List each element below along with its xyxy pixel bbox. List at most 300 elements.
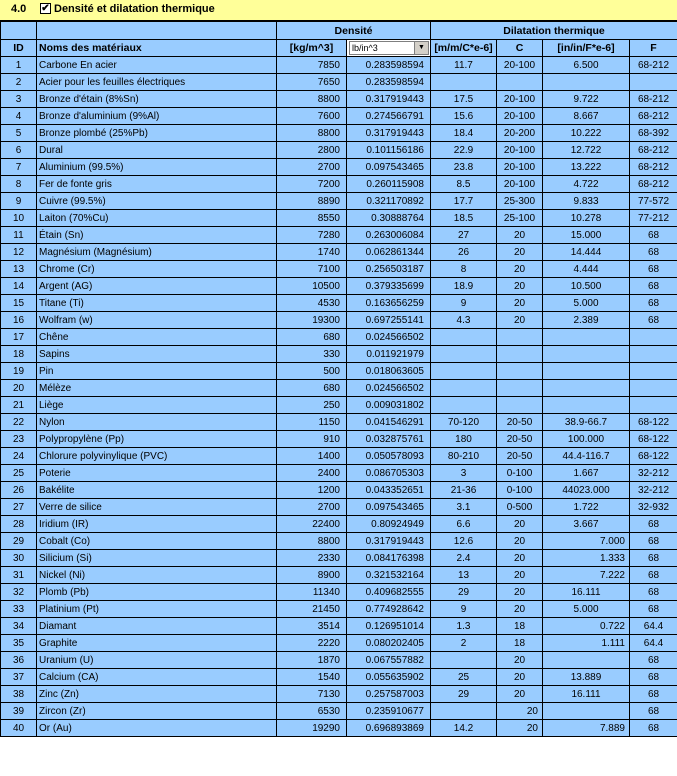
- cell-kgm3[interactable]: 4530: [277, 295, 347, 312]
- cell-c[interactable]: 20: [497, 686, 543, 703]
- cell-kgm3[interactable]: 7100: [277, 261, 347, 278]
- cell-name[interactable]: Iridium (IR): [37, 516, 277, 533]
- cell-mmc[interactable]: 180: [431, 431, 497, 448]
- cell-id[interactable]: 12: [1, 244, 37, 261]
- cell-kgm3[interactable]: 3514: [277, 618, 347, 635]
- cell-f[interactable]: 68: [630, 295, 677, 312]
- cell-f[interactable]: 68: [630, 720, 677, 737]
- cell-name[interactable]: Diamant: [37, 618, 277, 635]
- cell-mmc[interactable]: 9: [431, 601, 497, 618]
- cell-lbin3[interactable]: 0.024566502: [347, 380, 431, 397]
- cell-id[interactable]: 18: [1, 346, 37, 363]
- cell-kgm3[interactable]: 1400: [277, 448, 347, 465]
- cell-lbin3[interactable]: 0.317919443: [347, 533, 431, 550]
- cell-mmc[interactable]: 3: [431, 465, 497, 482]
- cell-name[interactable]: Aluminium (99.5%): [37, 159, 277, 176]
- cell-id[interactable]: 26: [1, 482, 37, 499]
- cell-name[interactable]: Plomb (Pb): [37, 584, 277, 601]
- cell-c[interactable]: 20: [497, 533, 543, 550]
- cell-c[interactable]: 20: [497, 669, 543, 686]
- cell-c[interactable]: [497, 74, 543, 91]
- cell-lbin3[interactable]: 0.086705303: [347, 465, 431, 482]
- cell-id[interactable]: 29: [1, 533, 37, 550]
- cell-inin[interactable]: 2.389: [543, 312, 630, 329]
- cell-c[interactable]: 25-300: [497, 193, 543, 210]
- cell-mmc[interactable]: 29: [431, 584, 497, 601]
- cell-name[interactable]: Dural: [37, 142, 277, 159]
- cell-mmc[interactable]: 13: [431, 567, 497, 584]
- cell-kgm3[interactable]: 7130: [277, 686, 347, 703]
- cell-c[interactable]: 20-50: [497, 431, 543, 448]
- cell-kgm3[interactable]: 2220: [277, 635, 347, 652]
- cell-kgm3[interactable]: 8800: [277, 91, 347, 108]
- cell-mmc[interactable]: 15.6: [431, 108, 497, 125]
- cell-inin[interactable]: 4.444: [543, 261, 630, 278]
- cell-kgm3[interactable]: 1200: [277, 482, 347, 499]
- cell-f[interactable]: 77-212: [630, 210, 677, 227]
- cell-name[interactable]: Sapins: [37, 346, 277, 363]
- cell-lbin3[interactable]: 0.080202405: [347, 635, 431, 652]
- cell-kgm3[interactable]: 2700: [277, 499, 347, 516]
- cell-inin[interactable]: 10.222: [543, 125, 630, 142]
- cell-name[interactable]: Étain (Sn): [37, 227, 277, 244]
- cell-mmc[interactable]: 17.5: [431, 91, 497, 108]
- cell-f[interactable]: 68: [630, 686, 677, 703]
- cell-name[interactable]: Graphite: [37, 635, 277, 652]
- cell-name[interactable]: Bronze plombé (25%Pb): [37, 125, 277, 142]
- cell-kgm3[interactable]: 1540: [277, 669, 347, 686]
- cell-c[interactable]: 20: [497, 516, 543, 533]
- unit-select[interactable]: [349, 41, 429, 55]
- cell-f[interactable]: [630, 397, 677, 414]
- cell-mmc[interactable]: 17.7: [431, 193, 497, 210]
- cell-mmc[interactable]: 14.2: [431, 720, 497, 737]
- cell-name[interactable]: Silicium (Si): [37, 550, 277, 567]
- cell-inin[interactable]: 9.722: [543, 91, 630, 108]
- cell-f[interactable]: [630, 74, 677, 91]
- cell-lbin3[interactable]: 0.041546291: [347, 414, 431, 431]
- cell-c[interactable]: 20: [497, 227, 543, 244]
- cell-id[interactable]: 37: [1, 669, 37, 686]
- cell-c[interactable]: 20-200: [497, 125, 543, 142]
- cell-lbin3[interactable]: 0.317919443: [347, 125, 431, 142]
- cell-f[interactable]: 68: [630, 533, 677, 550]
- cell-name[interactable]: Chrome (Cr): [37, 261, 277, 278]
- cell-mmc[interactable]: 12.6: [431, 533, 497, 550]
- cell-inin[interactable]: 1.667: [543, 465, 630, 482]
- cell-name[interactable]: Bronze d'aluminium (9%Al): [37, 108, 277, 125]
- cell-c[interactable]: 20: [497, 703, 543, 720]
- cell-kgm3[interactable]: 10500: [277, 278, 347, 295]
- cell-lbin3[interactable]: 0.263006084: [347, 227, 431, 244]
- cell-mmc[interactable]: 8: [431, 261, 497, 278]
- cell-inin[interactable]: 13.222: [543, 159, 630, 176]
- cell-id[interactable]: 21: [1, 397, 37, 414]
- cell-lbin3[interactable]: 0.260115908: [347, 176, 431, 193]
- cell-name[interactable]: Platinium (Pt): [37, 601, 277, 618]
- cell-id[interactable]: 22: [1, 414, 37, 431]
- cell-inin[interactable]: 100.000: [543, 431, 630, 448]
- cell-inin[interactable]: 44.4-116.7: [543, 448, 630, 465]
- cell-f[interactable]: [630, 380, 677, 397]
- cell-inin[interactable]: 5.000: [543, 295, 630, 312]
- cell-inin[interactable]: 12.722: [543, 142, 630, 159]
- cell-f[interactable]: 68-212: [630, 108, 677, 125]
- cell-name[interactable]: Bronze d'étain (8%Sn): [37, 91, 277, 108]
- cell-lbin3[interactable]: 0.379335699: [347, 278, 431, 295]
- cell-name[interactable]: Argent (AG): [37, 278, 277, 295]
- cell-id[interactable]: 38: [1, 686, 37, 703]
- cell-kgm3[interactable]: 8900: [277, 567, 347, 584]
- cell-id[interactable]: 8: [1, 176, 37, 193]
- cell-lbin3[interactable]: 0.101156186: [347, 142, 431, 159]
- cell-id[interactable]: 27: [1, 499, 37, 516]
- cell-f[interactable]: 64.4: [630, 618, 677, 635]
- cell-f[interactable]: 68: [630, 669, 677, 686]
- cell-kgm3[interactable]: 19300: [277, 312, 347, 329]
- cell-inin[interactable]: 9.833: [543, 193, 630, 210]
- section-checkbox[interactable]: ✔: [41, 3, 50, 14]
- cell-name[interactable]: Chêne: [37, 329, 277, 346]
- cell-inin[interactable]: [543, 652, 630, 669]
- cell-lbin3[interactable]: 0.697255141: [347, 312, 431, 329]
- cell-name[interactable]: Acier pour les feuilles électriques: [37, 74, 277, 91]
- cell-f[interactable]: 68: [630, 601, 677, 618]
- cell-lbin3[interactable]: 0.235910677: [347, 703, 431, 720]
- cell-kgm3[interactable]: 910: [277, 431, 347, 448]
- cell-c[interactable]: 20-100: [497, 108, 543, 125]
- cell-lbin3[interactable]: 0.696893869: [347, 720, 431, 737]
- cell-f[interactable]: 68: [630, 261, 677, 278]
- cell-id[interactable]: 2: [1, 74, 37, 91]
- cell-name[interactable]: Cuivre (99.5%): [37, 193, 277, 210]
- cell-id[interactable]: 14: [1, 278, 37, 295]
- cell-id[interactable]: 32: [1, 584, 37, 601]
- cell-mmc[interactable]: 18.9: [431, 278, 497, 295]
- cell-id[interactable]: 17: [1, 329, 37, 346]
- cell-kgm3[interactable]: 500: [277, 363, 347, 380]
- cell-inin[interactable]: [543, 329, 630, 346]
- cell-id[interactable]: 10: [1, 210, 37, 227]
- cell-lbin3[interactable]: 0.317919443: [347, 91, 431, 108]
- cell-mmc[interactable]: 80-210: [431, 448, 497, 465]
- cell-kgm3[interactable]: 8800: [277, 125, 347, 142]
- cell-lbin3[interactable]: 0.097543465: [347, 499, 431, 516]
- cell-name[interactable]: Uranium (U): [37, 652, 277, 669]
- cell-inin[interactable]: 16.111: [543, 584, 630, 601]
- cell-mmc[interactable]: 1.3: [431, 618, 497, 635]
- cell-inin[interactable]: [543, 397, 630, 414]
- cell-mmc[interactable]: 9: [431, 295, 497, 312]
- cell-mmc[interactable]: [431, 363, 497, 380]
- cell-id[interactable]: 34: [1, 618, 37, 635]
- cell-id[interactable]: 1: [1, 57, 37, 74]
- cell-id[interactable]: 9: [1, 193, 37, 210]
- cell-id[interactable]: 15: [1, 295, 37, 312]
- cell-f[interactable]: 68: [630, 567, 677, 584]
- cell-inin[interactable]: 6.500: [543, 57, 630, 74]
- cell-id[interactable]: 39: [1, 703, 37, 720]
- cell-inin[interactable]: 7.000: [543, 533, 630, 550]
- cell-c[interactable]: 20: [497, 244, 543, 261]
- cell-lbin3[interactable]: 0.257587003: [347, 686, 431, 703]
- cell-lbin3[interactable]: 0.80924949: [347, 516, 431, 533]
- cell-kgm3[interactable]: 7600: [277, 108, 347, 125]
- cell-c[interactable]: 0-500: [497, 499, 543, 516]
- cell-f[interactable]: 68: [630, 550, 677, 567]
- cell-mmc[interactable]: 18.4: [431, 125, 497, 142]
- cell-mmc[interactable]: [431, 74, 497, 91]
- cell-kgm3[interactable]: 8800: [277, 533, 347, 550]
- cell-c[interactable]: 20-100: [497, 159, 543, 176]
- cell-inin[interactable]: 0.722: [543, 618, 630, 635]
- cell-kgm3[interactable]: 1870: [277, 652, 347, 669]
- cell-mmc[interactable]: 29: [431, 686, 497, 703]
- cell-inin[interactable]: 1.111: [543, 635, 630, 652]
- cell-c[interactable]: 0-100: [497, 482, 543, 499]
- cell-f[interactable]: [630, 363, 677, 380]
- cell-kgm3[interactable]: 7280: [277, 227, 347, 244]
- cell-c[interactable]: 20-100: [497, 176, 543, 193]
- cell-mmc[interactable]: 25: [431, 669, 497, 686]
- cell-mmc[interactable]: 4.3: [431, 312, 497, 329]
- cell-name[interactable]: Mélèze: [37, 380, 277, 397]
- cell-mmc[interactable]: 26: [431, 244, 497, 261]
- cell-f[interactable]: 68-392: [630, 125, 677, 142]
- cell-f[interactable]: 68: [630, 312, 677, 329]
- cell-lbin3[interactable]: 0.024566502: [347, 329, 431, 346]
- cell-f[interactable]: 68: [630, 244, 677, 261]
- cell-c[interactable]: 20: [497, 261, 543, 278]
- cell-id[interactable]: 28: [1, 516, 37, 533]
- cell-c[interactable]: 18: [497, 635, 543, 652]
- cell-kgm3[interactable]: 22400: [277, 516, 347, 533]
- cell-mmc[interactable]: 2: [431, 635, 497, 652]
- cell-inin[interactable]: 10.500: [543, 278, 630, 295]
- cell-f[interactable]: 68-122: [630, 414, 677, 431]
- cell-inin[interactable]: [543, 74, 630, 91]
- cell-id[interactable]: 23: [1, 431, 37, 448]
- cell-kgm3[interactable]: 2800: [277, 142, 347, 159]
- cell-id[interactable]: 30: [1, 550, 37, 567]
- cell-mmc[interactable]: 8.5: [431, 176, 497, 193]
- cell-inin[interactable]: [543, 380, 630, 397]
- cell-kgm3[interactable]: 1150: [277, 414, 347, 431]
- cell-mmc[interactable]: 6.6: [431, 516, 497, 533]
- cell-lbin3[interactable]: 0.009031802: [347, 397, 431, 414]
- cell-lbin3[interactable]: 0.126951014: [347, 618, 431, 635]
- cell-name[interactable]: Chlorure polyvinylique (PVC): [37, 448, 277, 465]
- cell-inin[interactable]: 10.278: [543, 210, 630, 227]
- cell-c[interactable]: [497, 346, 543, 363]
- cell-mmc[interactable]: 21-36: [431, 482, 497, 499]
- cell-kgm3[interactable]: 6530: [277, 703, 347, 720]
- cell-f[interactable]: 68-212: [630, 142, 677, 159]
- cell-lbin3[interactable]: 0.30888764: [347, 210, 431, 227]
- cell-f[interactable]: 68-212: [630, 57, 677, 74]
- cell-c[interactable]: [497, 397, 543, 414]
- cell-lbin3[interactable]: 0.409682555: [347, 584, 431, 601]
- cell-lbin3[interactable]: 0.274566791: [347, 108, 431, 125]
- cell-f[interactable]: 32-212: [630, 482, 677, 499]
- cell-inin[interactable]: 7.222: [543, 567, 630, 584]
- cell-mmc[interactable]: 11.7: [431, 57, 497, 74]
- cell-kgm3[interactable]: 7650: [277, 74, 347, 91]
- cell-id[interactable]: 20: [1, 380, 37, 397]
- cell-kgm3[interactable]: 250: [277, 397, 347, 414]
- cell-c[interactable]: 20-100: [497, 91, 543, 108]
- cell-f[interactable]: 64.4: [630, 635, 677, 652]
- cell-id[interactable]: 25: [1, 465, 37, 482]
- cell-id[interactable]: 5: [1, 125, 37, 142]
- cell-lbin3[interactable]: 0.062861344: [347, 244, 431, 261]
- cell-f[interactable]: 68: [630, 652, 677, 669]
- cell-inin[interactable]: [543, 363, 630, 380]
- cell-c[interactable]: 20: [497, 567, 543, 584]
- cell-mmc[interactable]: 70-120: [431, 414, 497, 431]
- cell-lbin3[interactable]: 0.050578093: [347, 448, 431, 465]
- cell-id[interactable]: 11: [1, 227, 37, 244]
- cell-f[interactable]: 68: [630, 227, 677, 244]
- cell-inin[interactable]: 15.000: [543, 227, 630, 244]
- cell-name[interactable]: Poterie: [37, 465, 277, 482]
- cell-name[interactable]: Nylon: [37, 414, 277, 431]
- cell-name[interactable]: Or (Au): [37, 720, 277, 737]
- cell-name[interactable]: Liège: [37, 397, 277, 414]
- cell-lbin3[interactable]: 0.283598594: [347, 74, 431, 91]
- cell-lbin3[interactable]: 0.067557882: [347, 652, 431, 669]
- cell-inin[interactable]: 44023.000: [543, 482, 630, 499]
- cell-inin[interactable]: [543, 703, 630, 720]
- cell-id[interactable]: 4: [1, 108, 37, 125]
- cell-kgm3[interactable]: 2700: [277, 159, 347, 176]
- cell-mmc[interactable]: [431, 329, 497, 346]
- cell-inin[interactable]: 4.722: [543, 176, 630, 193]
- cell-f[interactable]: 68-212: [630, 91, 677, 108]
- cell-name[interactable]: Calcium (CA): [37, 669, 277, 686]
- cell-f[interactable]: 68: [630, 584, 677, 601]
- cell-name[interactable]: Verre de silice: [37, 499, 277, 516]
- cell-id[interactable]: 3: [1, 91, 37, 108]
- cell-c[interactable]: [497, 329, 543, 346]
- cell-mmc[interactable]: [431, 652, 497, 669]
- cell-lbin3[interactable]: 0.011921979: [347, 346, 431, 363]
- cell-mmc[interactable]: [431, 380, 497, 397]
- cell-f[interactable]: 68-122: [630, 431, 677, 448]
- cell-name[interactable]: Pin: [37, 363, 277, 380]
- cell-c[interactable]: [497, 363, 543, 380]
- cell-kgm3[interactable]: 8550: [277, 210, 347, 227]
- cell-inin[interactable]: 5.000: [543, 601, 630, 618]
- cell-c[interactable]: 20-100: [497, 142, 543, 159]
- cell-name[interactable]: Titane (Ti): [37, 295, 277, 312]
- cell-c[interactable]: 20: [497, 652, 543, 669]
- cell-kgm3[interactable]: 2330: [277, 550, 347, 567]
- cell-id[interactable]: 6: [1, 142, 37, 159]
- cell-id[interactable]: 7: [1, 159, 37, 176]
- cell-c[interactable]: 20: [497, 295, 543, 312]
- cell-c[interactable]: 25-100: [497, 210, 543, 227]
- chevron-down-icon[interactable]: ▼: [414, 42, 428, 54]
- cell-inin[interactable]: 1.333: [543, 550, 630, 567]
- cell-kgm3[interactable]: 2400: [277, 465, 347, 482]
- cell-id[interactable]: 19: [1, 363, 37, 380]
- cell-inin[interactable]: 8.667: [543, 108, 630, 125]
- cell-kgm3[interactable]: 7850: [277, 57, 347, 74]
- cell-f[interactable]: 68-212: [630, 176, 677, 193]
- cell-mmc[interactable]: 18.5: [431, 210, 497, 227]
- cell-kgm3[interactable]: 7200: [277, 176, 347, 193]
- cell-name[interactable]: Fer de fonte gris: [37, 176, 277, 193]
- cell-lbin3[interactable]: 0.256503187: [347, 261, 431, 278]
- cell-mmc[interactable]: 3.1: [431, 499, 497, 516]
- cell-f[interactable]: 68: [630, 278, 677, 295]
- cell-c[interactable]: 20-50: [497, 414, 543, 431]
- cell-name[interactable]: Carbone En acier: [37, 57, 277, 74]
- cell-mmc[interactable]: [431, 397, 497, 414]
- cell-kgm3[interactable]: 680: [277, 380, 347, 397]
- cell-inin[interactable]: 38.9-66.7: [543, 414, 630, 431]
- cell-lbin3[interactable]: 0.283598594: [347, 57, 431, 74]
- cell-lbin3[interactable]: 0.774928642: [347, 601, 431, 618]
- cell-id[interactable]: 33: [1, 601, 37, 618]
- cell-lbin3[interactable]: 0.055635902: [347, 669, 431, 686]
- cell-c[interactable]: 20: [497, 278, 543, 295]
- cell-lbin3[interactable]: 0.018063605: [347, 363, 431, 380]
- cell-inin[interactable]: 14.444: [543, 244, 630, 261]
- cell-c[interactable]: 20: [497, 550, 543, 567]
- cell-f[interactable]: 32-212: [630, 465, 677, 482]
- cell-mmc[interactable]: [431, 703, 497, 720]
- cell-lbin3[interactable]: 0.321532164: [347, 567, 431, 584]
- cell-id[interactable]: 16: [1, 312, 37, 329]
- cell-c[interactable]: 20: [497, 601, 543, 618]
- cell-kgm3[interactable]: 8890: [277, 193, 347, 210]
- cell-lbin3[interactable]: 0.084176398: [347, 550, 431, 567]
- cell-f[interactable]: 68-122: [630, 448, 677, 465]
- cell-name[interactable]: Magnésium (Magnésium): [37, 244, 277, 261]
- cell-c[interactable]: 20-100: [497, 57, 543, 74]
- cell-f[interactable]: 68-212: [630, 159, 677, 176]
- cell-c[interactable]: 18: [497, 618, 543, 635]
- cell-c[interactable]: [497, 380, 543, 397]
- cell-name[interactable]: Zircon (Zr): [37, 703, 277, 720]
- cell-lbin3[interactable]: 0.321170892: [347, 193, 431, 210]
- cell-c[interactable]: 20: [497, 720, 543, 737]
- cell-id[interactable]: 31: [1, 567, 37, 584]
- cell-id[interactable]: 40: [1, 720, 37, 737]
- cell-kgm3[interactable]: 19290: [277, 720, 347, 737]
- cell-inin[interactable]: [543, 346, 630, 363]
- cell-lbin3[interactable]: 0.097543465: [347, 159, 431, 176]
- cell-id[interactable]: 13: [1, 261, 37, 278]
- cell-f[interactable]: 68: [630, 703, 677, 720]
- cell-mmc[interactable]: 23.8: [431, 159, 497, 176]
- cell-name[interactable]: Wolfram (w): [37, 312, 277, 329]
- cell-name[interactable]: Zinc (Zn): [37, 686, 277, 703]
- cell-name[interactable]: Laiton (70%Cu): [37, 210, 277, 227]
- cell-mmc[interactable]: 27: [431, 227, 497, 244]
- cell-c[interactable]: 20: [497, 312, 543, 329]
- cell-lbin3[interactable]: 0.163656259: [347, 295, 431, 312]
- cell-inin[interactable]: 3.667: [543, 516, 630, 533]
- cell-name[interactable]: Polypropylène (Pp): [37, 431, 277, 448]
- cell-f[interactable]: 77-572: [630, 193, 677, 210]
- cell-inin[interactable]: 13.889: [543, 669, 630, 686]
- cell-c[interactable]: 0-100: [497, 465, 543, 482]
- cell-id[interactable]: 35: [1, 635, 37, 652]
- cell-f[interactable]: 68: [630, 516, 677, 533]
